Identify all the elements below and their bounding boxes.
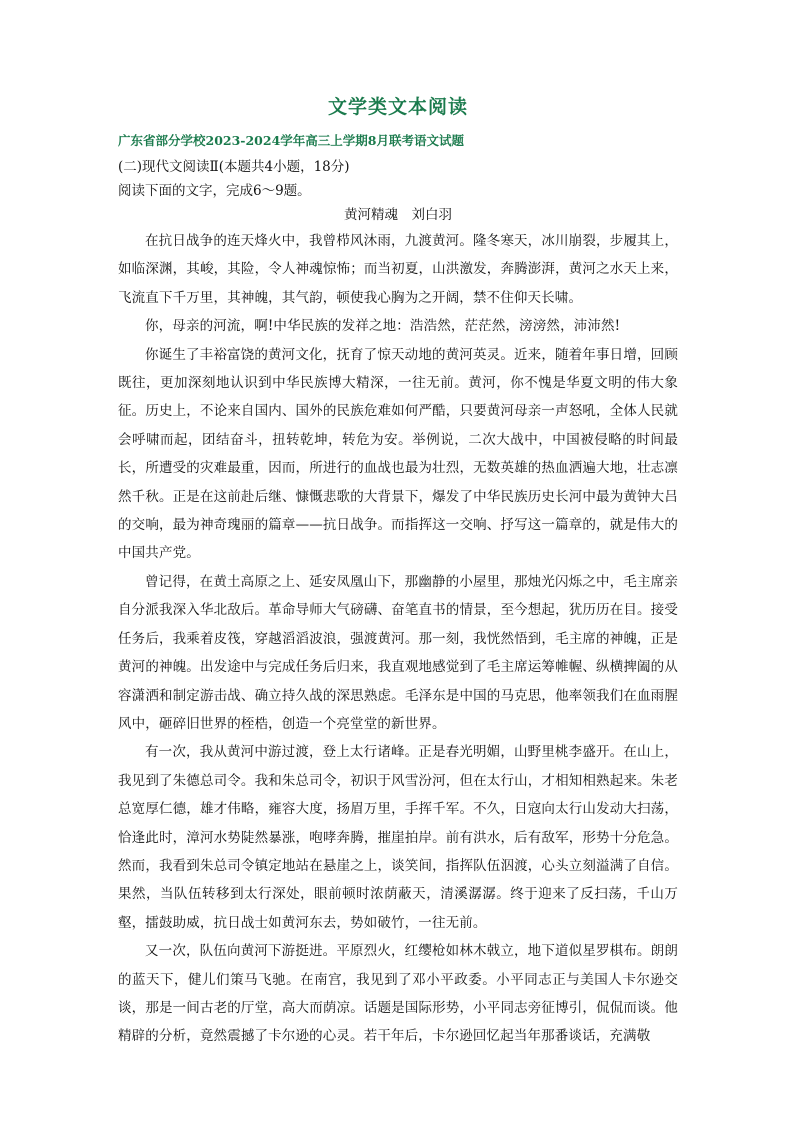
section-instruction: 阅读下面的文字，完成6～9题。 — [118, 183, 311, 199]
page-title: 文学类文本阅读 — [327, 96, 468, 118]
source-subtitle: 广东省部分学校2023-2024学年高三上学期8月联考语文试题 — [118, 133, 464, 148]
document-page — [118, 92, 678, 1051]
section-label: (二)现代文阅读Ⅱ(本题共4小题，18分) — [118, 159, 350, 175]
article-paragraph-1: 在抗日战争的连天烽火中，我曾栉风沐雨，九渡黄河。隆冬寒天，冰川崩裂，步履其上，如临深渊，其峻，其险，令人神魂惊怖；而当初夏，山洪激发，奔腾澎湃，黄河之水天上来，飞流直下千万里，其神魄，其气韵，顿使我心胸为之开阔，禁不住仰天长啸。 — [118, 233, 678, 306]
article-paragraph-4: 曾记得，在黄土高原之上、延安凤凰山下，那幽静的小屋里，那烛光闪烁之中，毛主席亲自分派我深入华北敌后。革命导师大气磅礴、奋笔直书的情景，至今想起，犹历历在目。接受任务后，我乘着皮筏，穿越滔滔波浪，强渡黄河。那一刻，我恍然悟到，毛主席的神魄，正是黄河的神魄。出发途中与完成任务后归来，我直观地感觉到了毛主席运筹帷幄、纵横捭阖的从容潇洒和制定游击战、确立持久战的深思熟虑。毛泽东是中国的马克思，他率领我们在血雨腥风中，砸碎旧世界的桎梏，创造一个亮堂堂的新世界。 — [118, 573, 678, 732]
article-paragraph-5: 有一次，我从黄河中游过渡，登上太行诸峰。正是春光明媚，山野里桃李盛开。在山上，我见到了朱德总司令。我和朱总司令，初识于风雪汾河，但在太行山，才相知相熟起来。朱老总宽厚仁德，雄才伟略，雍容大度，扬眉万里，手挥千军。不久，日寇向太行山发动大扫荡，恰逢此时，漳河水势陡然暴涨，咆哮奔腾，摧崖拍岸。前有洪水，后有敌军，形势十分危急。然而，我看到朱总司令镇定地站在悬崖之上，谈笑间，指挥队伍泅渡，心头立刻溢满了自信。果然，当队伍转移到太行深处，眼前顿时浓荫蔽天，清溪潺潺。终于迎来了反扫荡，千山万壑，擂鼓助威，抗日战士如黄河东去，势如破竹，一往无前。 — [118, 744, 678, 931]
article-paragraph-3: 你诞生了丰裕富饶的黄河文化，抚育了惊天动地的黄河英灵。近来，随着年事日增，回顾既往，更加深刻地认识到中华民族博大精深，一往无前。黄河，你不愧是华夏文明的伟大象征。历史上，不论来自国内、国外的民族危难如何严酷，只要黄河母亲一声怒吼，全体人民就会呼啸而起，团结奋斗，扭转乾坤，转危为安。举例说，二次大战中，中国被侵略的时间最长，所遭受的灾难最重，因而，所进行的血战也最为壮烈，无数英雄的热血洒遍大地，壮志凛然千秋。正是在这前赴后继、慷慨悲歌的大背景下，爆发了中华民族历史长河中最为黄钟大吕的交响，最为神奇瑰丽的篇章——抗日战争。而指挥这一交响、抒写这一篇章的，就是伟大的中国共产党。 — [118, 346, 678, 562]
article-title: 黄河精魂 刘白羽 — [344, 207, 452, 223]
article-paragraph-6: 又一次，队伍向黄河下游挺进。平原烈火，红缨枪如林木戟立，地下道似星罗棋布。朗朗的蓝天下，健儿们策马飞驰。在南宫，我见到了邓小平政委。小平同志正与美国人卡尔逊交谈，那是一间古老的厅堂，高大而荫凉。话题是国际形势，小平同志旁征博引，侃侃而谈。他精辟的分析，竟然震撼了卡尔逊的心灵。若干年后，卡尔逊回忆起当年那番谈话，充满敬 — [118, 943, 678, 1045]
article-paragraph-2: 你，母亲的河流，啊!中华民族的发祥之地：浩浩然，茫茫然，滂滂然，沛沛然! — [145, 318, 621, 335]
